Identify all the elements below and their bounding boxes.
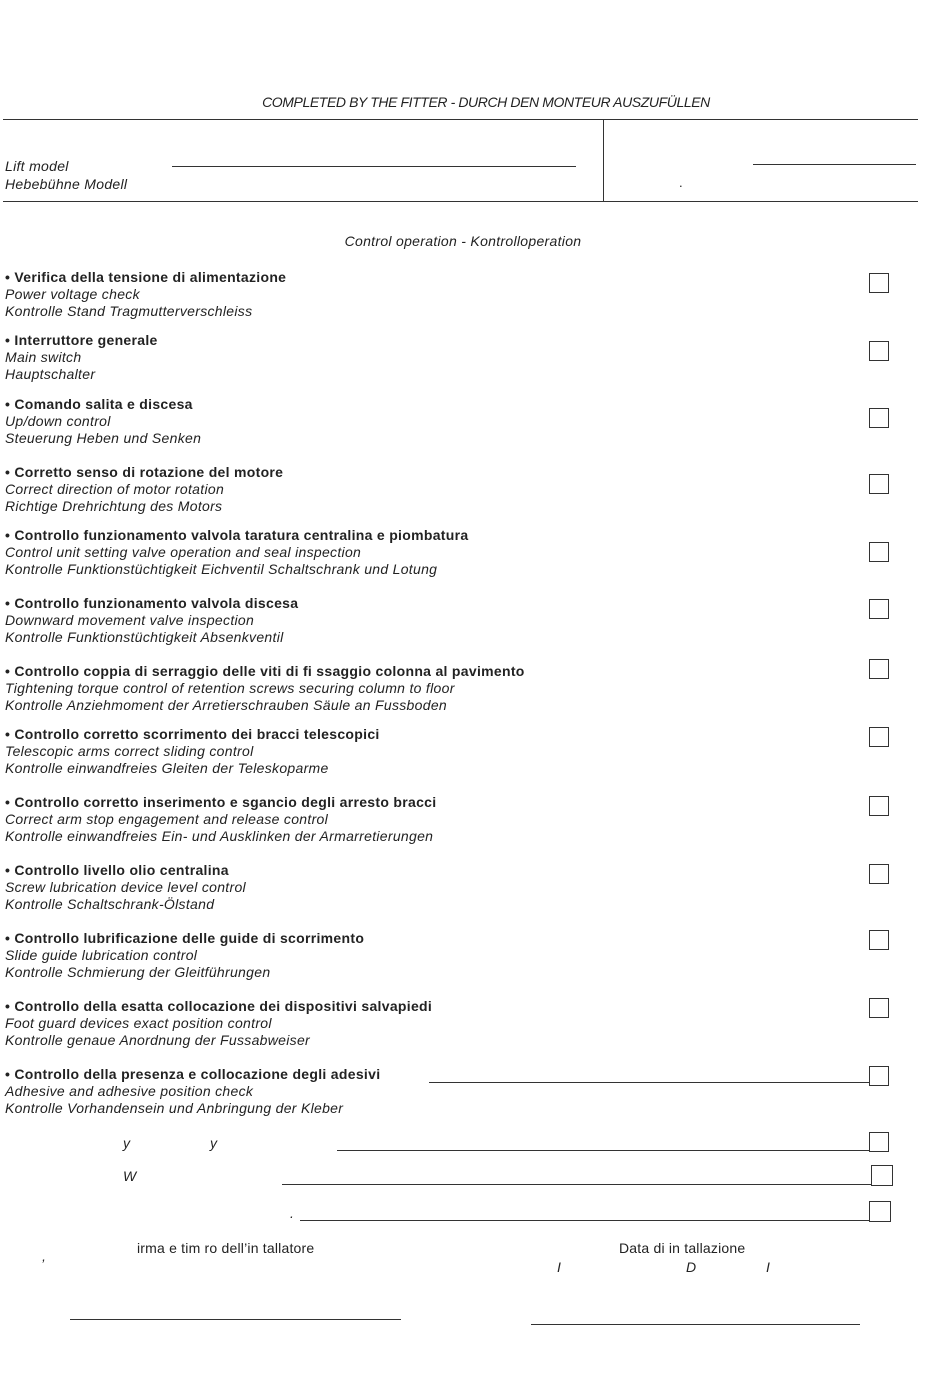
extra-checkbox[interactable] (869, 1132, 889, 1152)
lift-model-label-de: Hebebühne Modell (5, 176, 128, 192)
installation-date-field[interactable] (531, 1324, 860, 1325)
check-item-de: Kontrolle Schaltschrank-Ölstand (5, 896, 215, 912)
check-item-it: • Controllo funzionamento valvola discesa (5, 595, 299, 611)
lift-model-label-en: Lift model (5, 158, 69, 174)
check-item-de: Kontrolle Funktionstüchtigkeit Eichventil Schaltschrank und Lotung (5, 561, 438, 577)
check-item-checkbox[interactable] (869, 474, 889, 494)
check-item-it: • Comando salita e discesa (5, 396, 193, 412)
check-item (5, 332, 158, 383)
check-item-de: Kontrolle einwandfreies Ein- und Ausklinken der Armarretierungen (5, 828, 434, 844)
check-item-checkbox[interactable] (869, 930, 889, 950)
check-item-checkbox[interactable] (869, 864, 889, 884)
check-item-en: Slide guide lubrication control (5, 947, 198, 963)
check-item-de: Kontrolle einwandfreies Gleiten der Teleskoparme (5, 760, 329, 776)
check-item-de: Kontrolle Stand Tragmutterverschleiss (5, 303, 253, 319)
check-item-checkbox[interactable] (869, 542, 889, 562)
check-item (5, 595, 298, 646)
check-item-en: Up/down control (5, 413, 111, 429)
faded-glyph: . (290, 1205, 294, 1221)
check-item-checkbox[interactable] (869, 796, 889, 816)
check-item-checkbox[interactable] (869, 727, 889, 747)
check-item-en: Telescopic arms correct sliding control (5, 743, 254, 759)
check-item-checkbox[interactable] (869, 341, 889, 361)
lift-model-field[interactable] (172, 166, 576, 167)
extra-checkbox[interactable] (871, 1165, 893, 1186)
check-item-checkbox[interactable] (869, 408, 889, 428)
check-item-checkbox[interactable] (869, 599, 889, 619)
extra-line-field[interactable] (300, 1220, 869, 1221)
check-item-en: Downward movement valve inspection (5, 612, 255, 628)
check-item-checkbox[interactable] (869, 998, 889, 1018)
model-box-bottom-divider (3, 201, 918, 202)
check-item-checkbox[interactable] (869, 1066, 889, 1086)
model-box-divider (603, 120, 604, 201)
adhesive-note-line (429, 1082, 869, 1083)
check-item (5, 862, 246, 913)
check-item-it: • Controllo corretto scorrimento dei bracci telescopici (5, 726, 380, 742)
check-item-it: • Controllo funzionamento valvola taratura centralina e piombatura (5, 527, 469, 543)
check-item-en: Power voltage check (5, 286, 140, 302)
check-item-it: • Controllo livello olio centralina (5, 862, 229, 878)
check-item-it: • Interruttore generale (5, 332, 158, 348)
check-item-it: • Controllo della esatta collocazione dei dispositivi salvapiedi (5, 998, 433, 1014)
check-item (5, 794, 436, 845)
check-item-de: Kontrolle genaue Anordnung der Fussabweiser (5, 1032, 311, 1048)
date-sub-glyph: I (557, 1259, 561, 1275)
extra-checkbox[interactable] (869, 1201, 891, 1222)
extra-line-field[interactable] (337, 1150, 869, 1151)
check-item-en: Adhesive and adhesive position check (5, 1083, 254, 1099)
check-item-it: • Controllo coppia di serraggio delle viti di fi ssaggio colonna al pavimento (5, 663, 525, 679)
installer-signature-label: irma e tim ro dell’in tallatore (137, 1240, 315, 1256)
check-item-en: Correct arm stop engagement and release control (5, 811, 329, 827)
check-item-checkbox[interactable] (869, 273, 889, 293)
check-item-it: • Corretto senso di rotazione del motore (5, 464, 284, 480)
check-item-de: Hauptschalter (5, 366, 96, 382)
check-item (5, 930, 364, 981)
check-item-it: • Verifica della tensione di alimentazione (5, 269, 287, 285)
check-item-de: Steuerung Heben und Senken (5, 430, 202, 446)
installer-signature-field[interactable] (70, 1319, 401, 1320)
check-item-it: • Controllo della presenza e collocazione degli adesivi (5, 1066, 381, 1082)
check-item-en: Main switch (5, 349, 82, 365)
check-item-it: • Controllo corretto inserimento e sgancio degli arresto bracci (5, 794, 437, 810)
serial-dot: . (679, 175, 683, 190)
check-item (5, 998, 432, 1049)
lift-model-label (5, 157, 127, 193)
check-item-en: Screw lubrication device level control (5, 879, 246, 895)
check-item-de: Kontrolle Vorhandensein und Anbringung der Kleber (5, 1100, 344, 1116)
header-divider (3, 119, 918, 120)
form-header-title: COMPLETED BY THE FITTER - DURCH DEN MONTEUR AUSZUFÜLLEN (262, 94, 710, 110)
faded-glyph: y (123, 1135, 130, 1151)
check-item-de: Richtige Drehrichtung des Motors (5, 498, 223, 514)
date-sub-glyph: I (766, 1259, 770, 1275)
check-item-it: • Controllo lubrificazione delle guide di scorrimento (5, 930, 365, 946)
check-item (5, 663, 525, 714)
section-title: Control operation - Kontrolloperation (344, 233, 582, 249)
date-sub-glyph: D (686, 1259, 697, 1275)
check-item-en: Correct direction of motor rotation (5, 481, 225, 497)
check-item-de: Kontrolle Schmierung der Gleitführungen (5, 964, 271, 980)
check-item (5, 396, 201, 447)
faded-glyph: W (123, 1168, 137, 1184)
check-item-de: Kontrolle Funktionstüchtigkeit Absenkventil (5, 629, 284, 645)
check-item (5, 1066, 380, 1117)
extra-line-field[interactable] (282, 1184, 871, 1185)
faded-glyph: y (210, 1135, 217, 1151)
check-item-en: Tightening torque control of retention screws securing column to floor (5, 680, 455, 696)
check-item (5, 726, 380, 777)
check-item (5, 464, 283, 515)
installer-signature-mark: ’ (41, 1256, 45, 1272)
check-item-checkbox[interactable] (869, 659, 889, 679)
check-item-de: Kontrolle Anziehmoment der Arretierschrauben Säule an Fussboden (5, 697, 447, 713)
check-item-en: Control unit setting valve operation and seal inspection (5, 544, 362, 560)
serial-number-field[interactable] (753, 164, 916, 165)
check-item-en: Foot guard devices exact position control (5, 1015, 272, 1031)
installation-date-label: Data di in tallazione (619, 1240, 746, 1256)
check-item (5, 527, 468, 578)
check-item (5, 269, 286, 320)
